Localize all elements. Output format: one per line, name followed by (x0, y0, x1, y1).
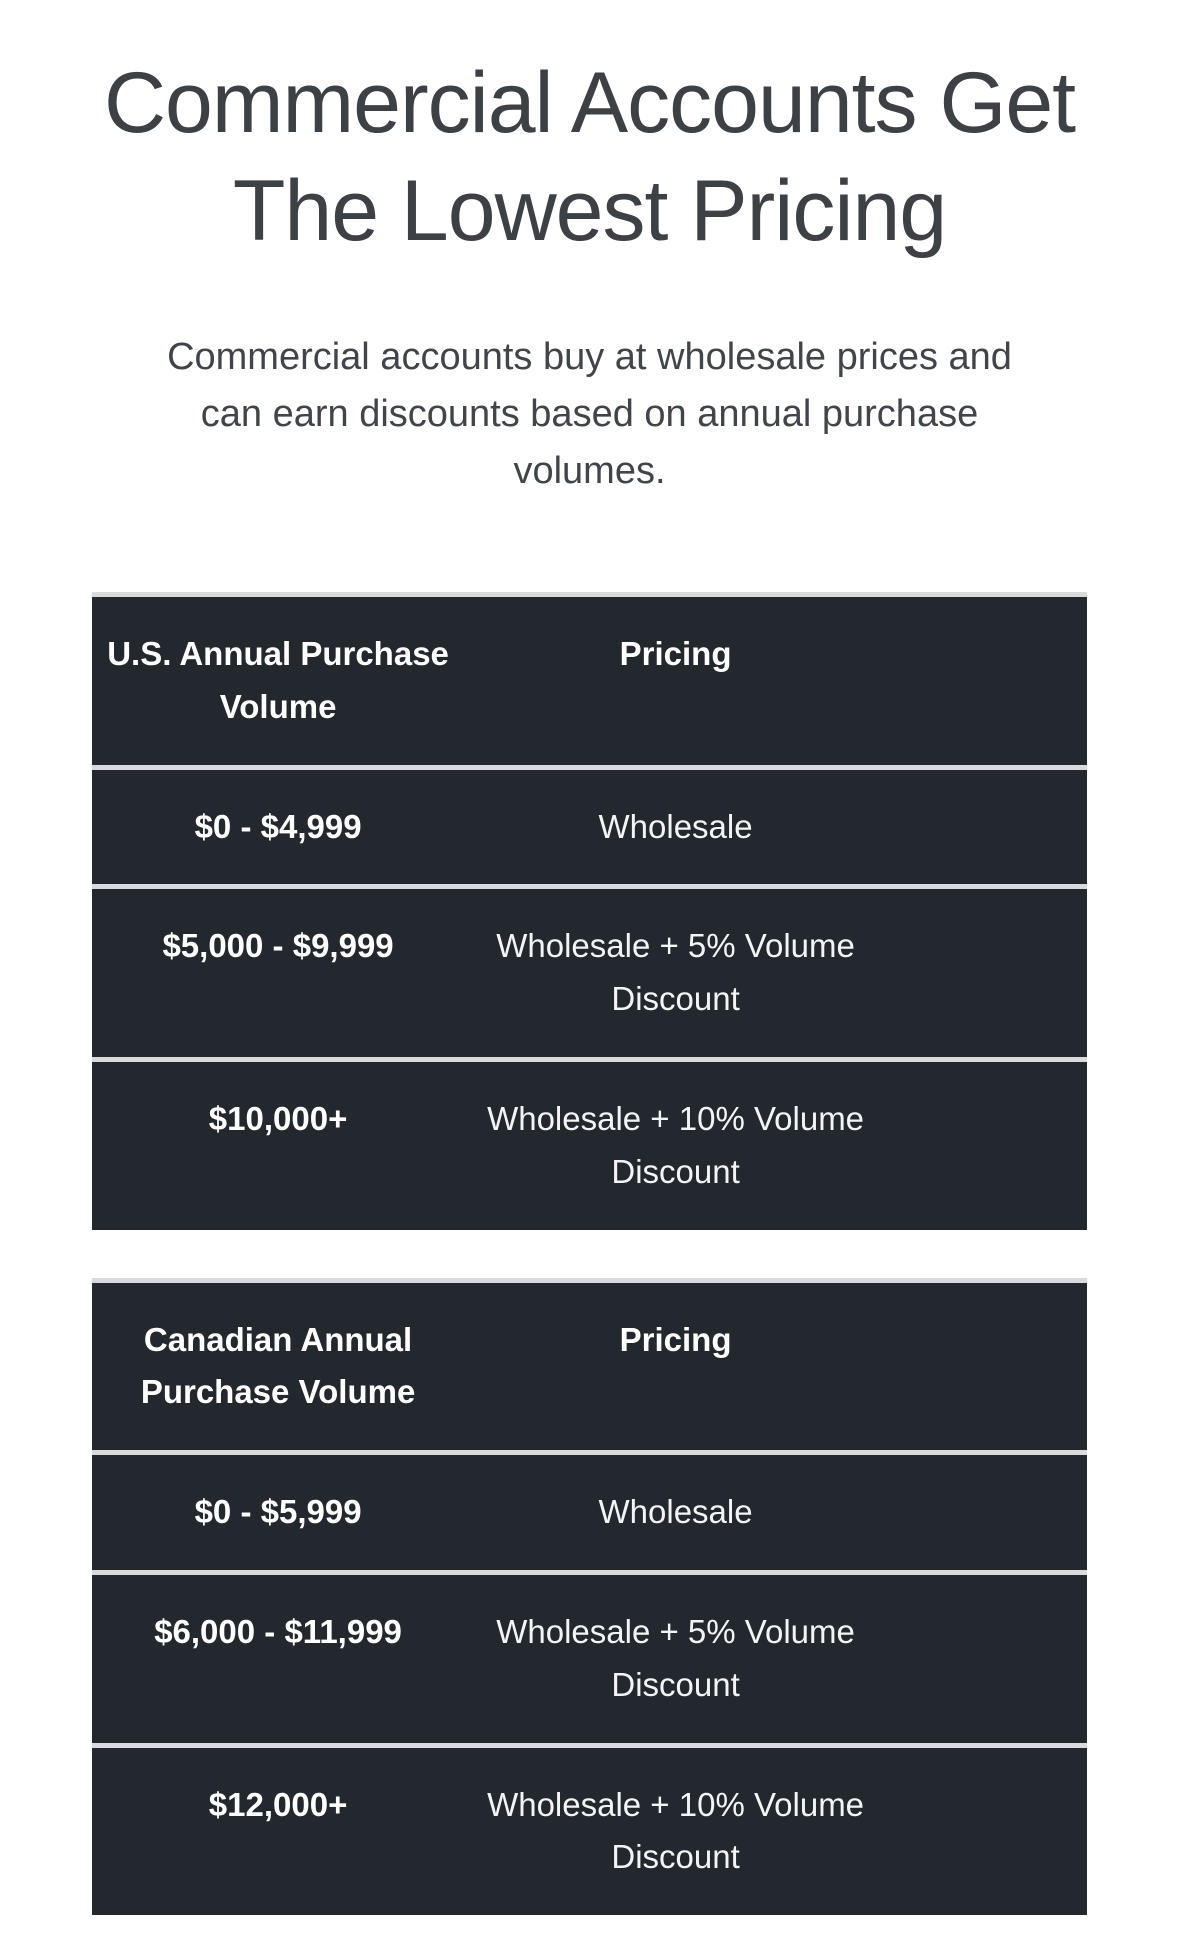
pricing-cell: Wholesale + 10% Volume Discount (487, 1099, 865, 1190)
pricing-cell: Wholesale + 5% Volume Discount (496, 927, 855, 1018)
table-row (92, 1743, 1087, 1916)
pricing-section (92, 50, 1087, 1915)
intro-text (92, 329, 1087, 500)
pricing-cell: Wholesale (598, 807, 753, 845)
table-row (92, 1057, 1087, 1230)
canadian-pricing-column-header: Pricing (619, 1320, 732, 1358)
us-volume-column-header: U.S. Annual Purchase Volume (107, 635, 449, 725)
table-row (92, 1570, 1087, 1743)
pricing-cell: Wholesale + 5% Volume Discount (496, 1612, 855, 1703)
intro-line-1: Commercial accounts buy at wholesale prices and (167, 336, 1012, 378)
us-pricing-column-header: Pricing (619, 635, 732, 672)
volume-cell: $0 - $4,999 (194, 807, 362, 845)
volume-cell: $6,000 - $11,999 (154, 1612, 402, 1650)
volume-cell: $5,000 - $9,999 (162, 927, 394, 965)
page-title-line-1: Commercial Accounts Get (103, 55, 1076, 151)
table-row (92, 765, 1087, 885)
table-row (92, 1450, 1087, 1570)
pricing-cell: Wholesale (598, 1493, 753, 1531)
us-table-header-row (92, 597, 1087, 765)
pricing-cell: Wholesale + 10% Volume Discount (487, 1785, 865, 1876)
table-row (92, 884, 1087, 1057)
canadian-volume-column-header: Canadian Annual Purchase Volume (140, 1320, 416, 1411)
page-title-line-2: The Lowest Pricing (232, 162, 947, 259)
canadian-table-header-row (92, 1283, 1087, 1451)
intro-line-2: can earn discounts based on annual purchase (200, 393, 979, 435)
volume-cell: $10,000+ (208, 1099, 348, 1137)
canadian-pricing-table (92, 1278, 1087, 1916)
volume-cell: $0 - $5,999 (194, 1493, 362, 1531)
page-title (92, 50, 1087, 265)
us-pricing-table (92, 592, 1087, 1230)
volume-cell: $12,000+ (208, 1785, 348, 1823)
intro-line-3: volumes. (513, 450, 666, 492)
